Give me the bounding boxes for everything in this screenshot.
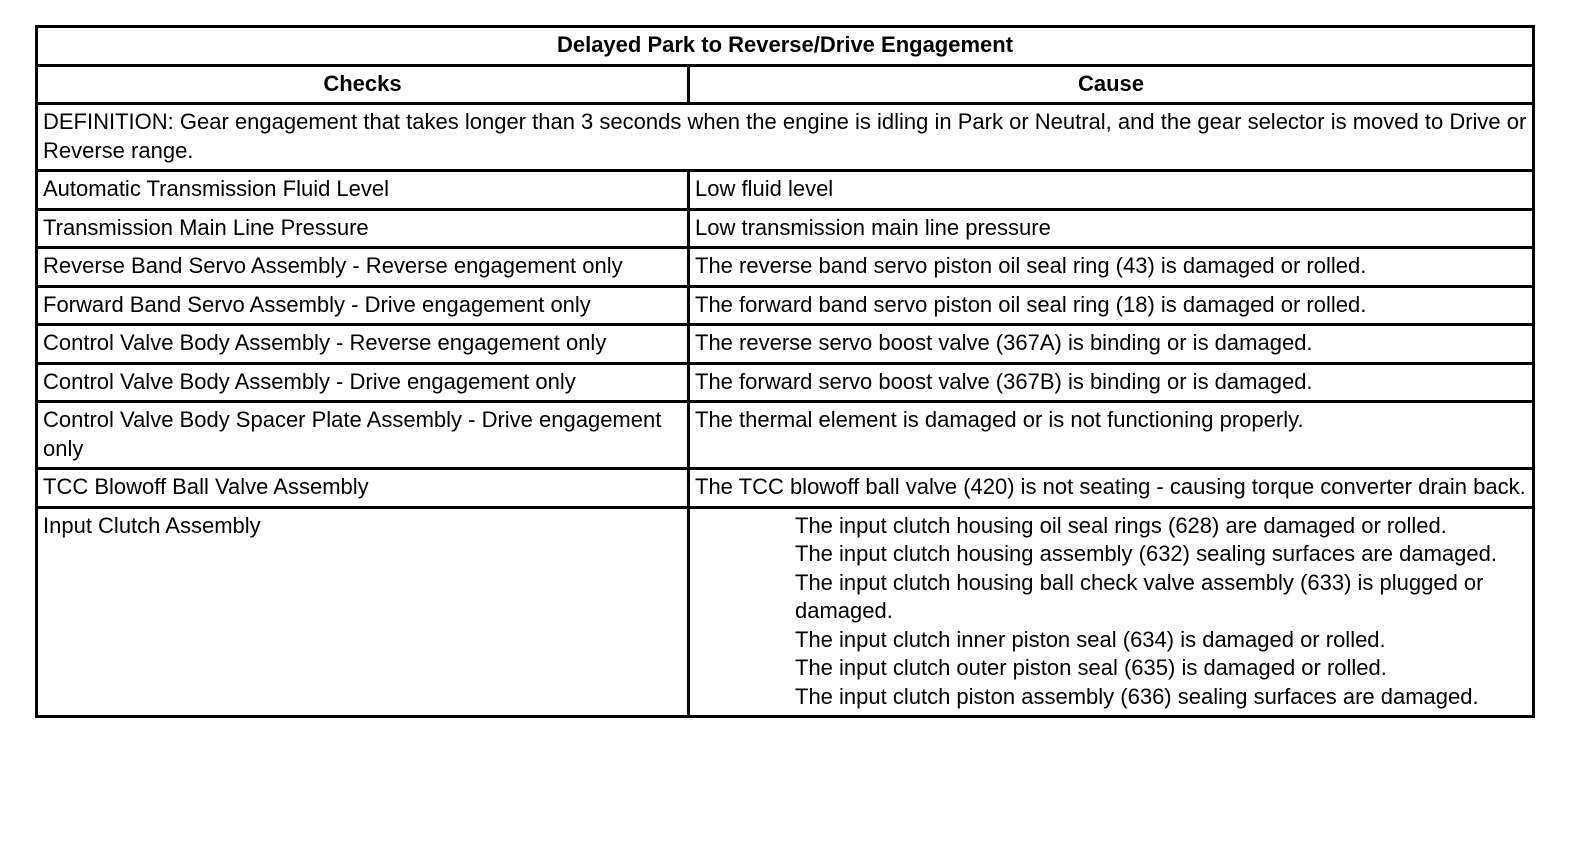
cause-cell: The forward band servo piston oil seal ring (18) is damaged or rolled. <box>689 286 1534 325</box>
cause-cell: Low fluid level <box>689 171 1534 210</box>
checks-header: Checks <box>37 65 689 104</box>
cause-list-item: The input clutch inner piston seal (634) is damaged or rolled. <box>795 626 1386 652</box>
check-cell: Forward Band Servo Assembly - Drive engagement only <box>37 286 689 325</box>
cause-cell: Low transmission main line pressure <box>689 209 1534 248</box>
table-row <box>37 469 1534 508</box>
cause-list-cell <box>689 507 1534 717</box>
cause-cell: The thermal element is damaged or is not functioning properly. <box>689 402 1534 469</box>
check-cell: Input Clutch Assembly <box>37 507 689 717</box>
check-cell: Control Valve Body Assembly - Drive engagement only <box>37 363 689 402</box>
check-cell: Transmission Main Line Pressure <box>37 209 689 248</box>
definition-row <box>37 104 1534 171</box>
table-row <box>37 171 1534 210</box>
table-row <box>37 402 1534 469</box>
table-row <box>37 507 1534 717</box>
table-row <box>37 248 1534 287</box>
check-cell: Reverse Band Servo Assembly - Reverse engagement only <box>37 248 689 287</box>
cause-list <box>695 512 1527 712</box>
cause-list-item: The input clutch housing assembly (632) sealing surfaces are damaged. <box>795 541 1497 566</box>
cause-cell: The reverse servo boost valve (367A) is binding or is damaged. <box>689 325 1534 364</box>
cause-cell: The forward servo boost valve (367B) is binding or is damaged. <box>689 363 1534 402</box>
definition-text: DEFINITION: Gear engagement that takes longer than 3 seconds when the engine is idling in Park or Neutral, and the gear selector is moved to Drive or Reverse range. <box>37 104 1534 171</box>
cause-list-item: The input clutch outer piston seal (635) is damaged or rolled. <box>795 655 1387 680</box>
table-row <box>37 363 1534 402</box>
check-cell: TCC Blowoff Ball Valve Assembly <box>37 469 689 508</box>
diagnostic-table <box>35 25 1535 718</box>
header-row <box>37 65 1534 104</box>
cause-list-item: The input clutch housing oil seal rings (628) are damaged or rolled. <box>795 512 1447 538</box>
cause-cell: The reverse band servo piston oil seal ring (43) is damaged or rolled. <box>689 248 1534 287</box>
table-title: Delayed Park to Reverse/Drive Engagement <box>37 27 1534 66</box>
cause-list-item: The input clutch piston assembly (636) sealing surfaces are damaged. <box>795 683 1479 709</box>
check-cell: Control Valve Body Assembly - Reverse engagement only <box>37 325 689 364</box>
cause-header: Cause <box>689 65 1534 104</box>
table-row <box>37 286 1534 325</box>
title-row <box>37 27 1534 66</box>
check-cell: Control Valve Body Spacer Plate Assembly - Drive engagement only <box>37 402 689 469</box>
cause-list-item: The input clutch housing ball check valve assembly (633) is plugged or damaged. <box>795 569 1484 623</box>
cause-cell: The TCC blowoff ball valve (420) is not seating - causing torque converter drain back. <box>689 469 1534 508</box>
check-cell: Automatic Transmission Fluid Level <box>37 171 689 210</box>
table-row <box>37 325 1534 364</box>
table-row <box>37 209 1534 248</box>
